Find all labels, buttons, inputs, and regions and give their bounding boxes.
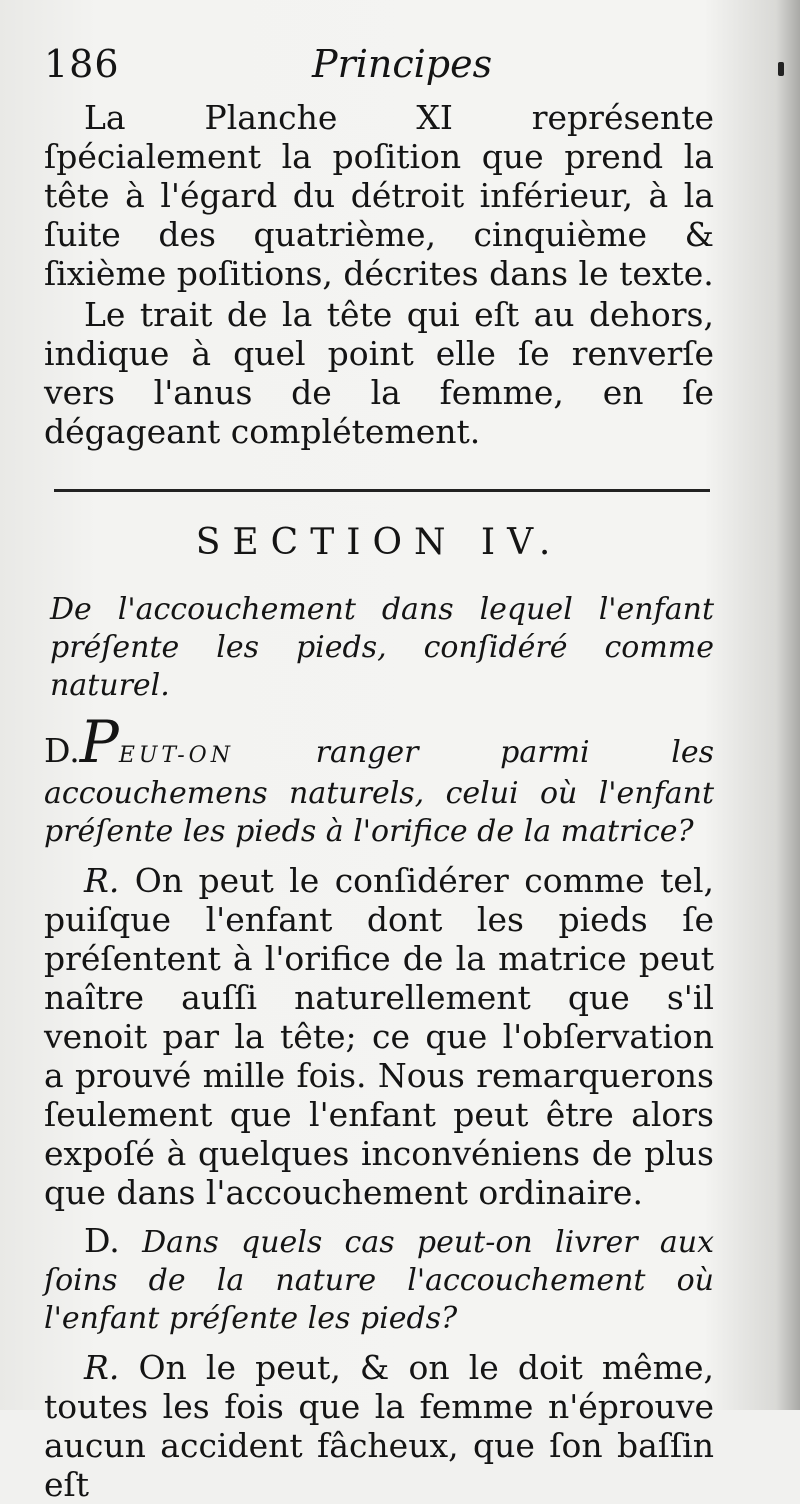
answer-1 bbox=[44, 861, 714, 1212]
paragraph-head-trait: Le trait de la tête qui eſt au dehors, indique à quel point elle ſe renverſe vers l'anus de la femme, en ſe dégageant complétement. bbox=[44, 295, 714, 451]
paragraph-plate-description: La Planche XI représente ſpécialement la poſition que prend la tête à l'égard du détroit inférieur, à la ſuite des quatrième, cinquième & ſixième poſitions, décrites dans le texte. bbox=[44, 98, 714, 293]
section-divider bbox=[54, 489, 710, 492]
section-description: De l'accouchement dans lequel l'enfant préſente les pieds, conſidéré comme naturel. bbox=[50, 592, 714, 703]
page-number: 186 bbox=[44, 42, 120, 86]
text-column bbox=[44, 40, 714, 1504]
question-label: D. bbox=[84, 1221, 120, 1260]
question-2 bbox=[44, 1222, 714, 1338]
question-1 bbox=[44, 708, 714, 851]
question-text: Dans quels cas peut-on livrer aux ſoins de la nature l'accouchement où l'enfant préſente les pieds? bbox=[44, 1225, 714, 1336]
answer-label: R. bbox=[84, 1348, 120, 1387]
answer-text: On le peut, & on le doit même, toutes les fois que la femme n'éprouve aucun accident fâcheux, que ſon baſſin eſt bbox=[44, 1348, 714, 1504]
drop-cap: P bbox=[79, 708, 119, 776]
question-small-caps: EUT-ON bbox=[118, 743, 234, 768]
section-title: SECTION IV. bbox=[195, 522, 563, 563]
question-label: D. bbox=[44, 731, 80, 770]
answer-text: On peut le conſidérer comme tel, puiſque l'enfant dont les pieds ſe préſentent à l'orifice de la matrice peut naître auſſi naturellement que s'il venoit par la tête; ce que l'obſervation a prouvé mille fois. Nous remarquerons ſeulement que l'enfant peut être alors expoſé à quelques inconvéniens de plus que dans l'accouchement ordinaire. bbox=[44, 861, 714, 1212]
page-edge-mark bbox=[778, 62, 784, 76]
answer-label: R. bbox=[84, 861, 120, 900]
question-text: ranger parmi les accouchemens naturels, celui où l'enfant préſente les pieds à l'orifice de la matrice? bbox=[44, 735, 714, 849]
running-head bbox=[44, 40, 714, 98]
running-title: Principes bbox=[312, 42, 493, 86]
answer-2 bbox=[44, 1348, 714, 1504]
